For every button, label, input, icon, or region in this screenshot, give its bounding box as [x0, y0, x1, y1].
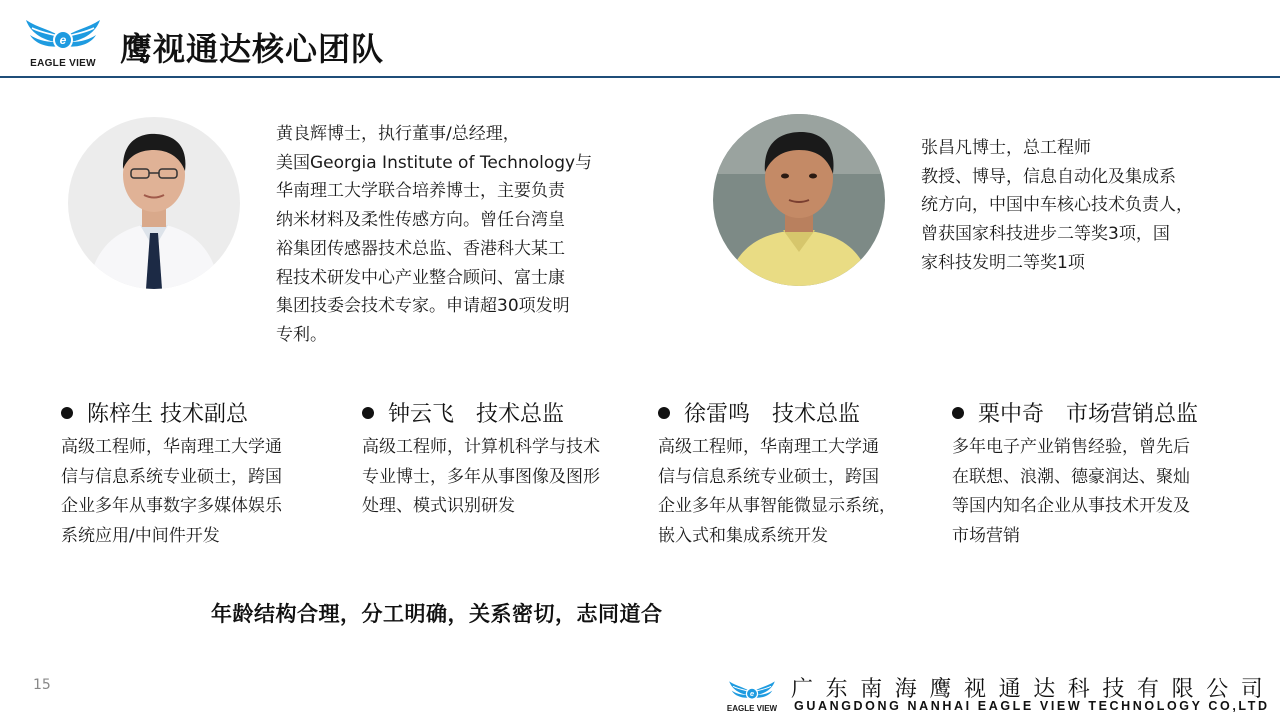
eagle-wings-icon [721, 674, 783, 706]
company-name-en: GUANGDONG NANHAI EAGLE VIEW TECHNOLOGY CO,LTD [794, 699, 1270, 713]
team-member-2 [362, 399, 632, 522]
bio-line: 统方向，中国中车核心技术负责人， [921, 195, 1193, 216]
desc-line: 信与信息系统专业硕士，跨国 [61, 466, 282, 487]
bio-line: 专利。 [276, 324, 327, 345]
desc-line: 高级工程师，华南理工大学通 [658, 437, 879, 457]
bio-line: 纳米材料及柔性传感方向。曾任台湾皇 [276, 210, 565, 231]
bio-line: 张昌凡博士，总工程师 [921, 138, 1091, 158]
leader-bio-2 [921, 134, 1221, 278]
team-member-4 [952, 399, 1227, 552]
bio-line: 程技术研发中心产业整合顾问、富士康 [276, 267, 565, 288]
member-name: 徐雷鸣 技术总监 [684, 402, 861, 427]
svg-text:e: e [749, 689, 755, 699]
desc-line: 企业多年从事智能微显示系统， [658, 496, 896, 517]
desc-line: 企业多年从事数字多媒体娱乐 [61, 496, 282, 517]
member-description [952, 433, 1227, 552]
desc-line: 等国内知名企业从事技术开发及 [952, 496, 1190, 517]
page-number: 15 [33, 677, 51, 693]
team-slogan: 年龄结构合理，分工明确，关系密切，志同道合 [211, 602, 663, 626]
leader-bio-1 [276, 120, 616, 350]
bio-line: 教授、博导，信息自动化及集成系 [921, 166, 1176, 187]
svg-text:e: e [59, 33, 67, 47]
desc-line: 专业博士，多年从事图像及图形 [362, 466, 600, 487]
page-title: 鹰视通达核心团队 [120, 30, 385, 68]
team-member-3 [658, 399, 948, 552]
footer-logo-text: EAGLE VIEW [726, 704, 778, 713]
member-name: 钟云飞 技术总监 [388, 402, 565, 427]
member-description [362, 433, 632, 522]
bio-line: 裕集团传感器技术总监、香港科大某工 [276, 238, 565, 259]
leader-photo-1 [68, 117, 240, 289]
eagle-wings-icon [22, 8, 104, 60]
logo-text: EAGLE VIEW [30, 58, 96, 69]
header-divider [0, 76, 1280, 78]
member-description [658, 433, 948, 552]
desc-line: 系统应用/中间件开发 [61, 526, 220, 547]
desc-line: 在联想、浪潮、德豪润达、聚灿 [952, 466, 1190, 487]
bullet-icon [362, 407, 374, 419]
bullet-icon [61, 407, 73, 419]
desc-line: 处理、模式识别研发 [362, 496, 515, 517]
leader-photo-2 [713, 114, 885, 286]
member-name: 栗中奇 市场营销总监 [978, 402, 1199, 427]
desc-line: 多年电子产业销售经验，曾先后 [952, 437, 1190, 457]
bio-line: 黄良辉博士，执行董事/总经理， [276, 124, 520, 144]
desc-line: 信与信息系统专业硕士，跨国 [658, 466, 879, 487]
bullet-icon [952, 407, 964, 419]
team-member-1 [61, 399, 351, 552]
bio-line: 家科技发明二等奖1项 [921, 252, 1085, 273]
member-name: 陈梓生 技术副总 [87, 402, 248, 427]
desc-line: 高级工程师，计算机科学与技术 [362, 437, 600, 457]
bullet-icon [658, 407, 670, 419]
desc-line: 高级工程师，华南理工大学通 [61, 437, 282, 457]
company-name-cn: 广东南海鹰视通达科技有限公司 [791, 677, 1276, 702]
bio-line: 集团技委会技术专家。申请超30项发明 [276, 296, 570, 317]
member-description [61, 433, 351, 552]
desc-line: 市场营销 [952, 526, 1020, 547]
bio-line: 曾获国家科技进步二等奖3项，国 [921, 224, 1170, 245]
bio-line: 美国Georgia Institute of Technology与 [276, 152, 593, 173]
desc-line: 嵌入式和集成系统开发 [658, 526, 828, 547]
bio-line: 华南理工大学联合培养博士，主要负责 [276, 181, 565, 202]
